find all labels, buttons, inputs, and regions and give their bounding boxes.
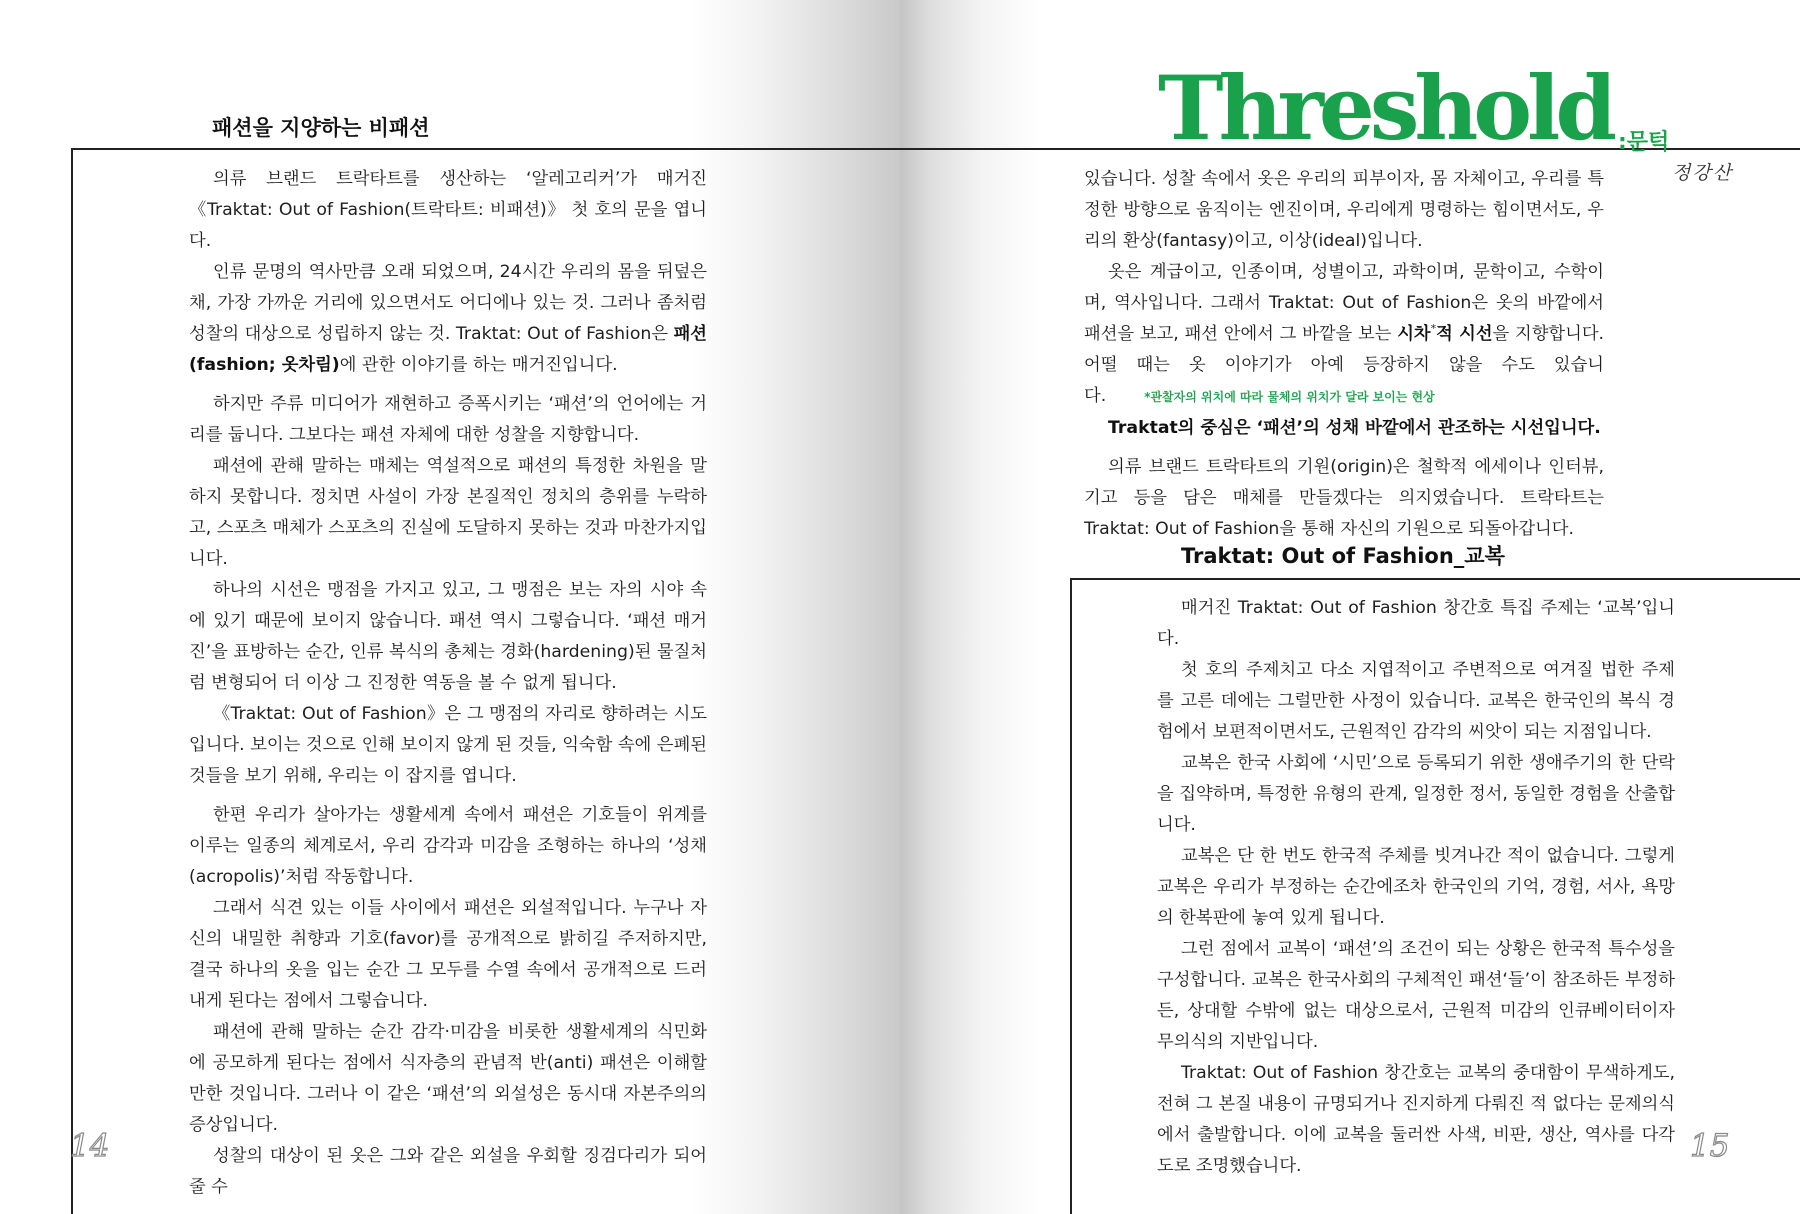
left-top-rule: [71, 148, 900, 150]
section-top-rule: [1070, 578, 1800, 580]
paragraph: 의류 브랜드 트락타트의 기원(origin)은 철학적 에세이나 인터뷰, 기고 등을 담은 매체를 만들겠다는 의지였습니다. 트락타트는 Traktat: Out of Fashion을 통해 자신의 기원으로 되돌아갑니다.: [1084, 457, 1604, 539]
paragraph: [189, 257, 707, 381]
paragraph-text: 에 관한 이야기를 하는 매거진입니다.: [339, 355, 618, 375]
paragraph: 한편 우리가 살아가는 생활세계 속에서 패션은 기호들이 위계를 이루는 일종의 체계로서, 우리 감각과 미감을 조형하는 하나의 ‘성채(acropolis)’처럼 작동합니다.: [189, 805, 707, 887]
paragraph-text: 인류 문명의 역사만큼 오래 되었으며, 24시간 우리의 몸을 뒤덮은 채, 가장 가까운 거리에 있으면서도 어디에나 있는 것. 그러나 좀처럼 성찰의 대상으로 성립하지 않는 것. Traktat: Out of Fashion은: [189, 262, 707, 344]
right-body-text: [1084, 164, 1604, 545]
left-body-text: [189, 164, 707, 1203]
paragraph: 《Traktat: Out of Fashion》은 그 맹점의 자리로 향하려는 시도입니다. 보이는 것으로 인해 보이지 않게 된 것들, 익숙함 속에 은폐된 것들을 보기 위해, 우리는 이 잡지를 엽니다.: [189, 704, 707, 786]
paragraph-text: 을 지향합니다. 어떨 때는 옷 이야기가 아예 등장하지 않을 수도 있습니다.: [1084, 324, 1605, 406]
paragraph: 성찰의 대상이 된 옷은 그와 같은 외설을 우회할 징검다리가 되어줄 수: [189, 1146, 707, 1197]
paragraph: 하지만 주류 미디어가 재현하고 증폭시키는 ‘패션’의 언어에는 거리를 둡니다. 그보다는 패션 자체에 대한 성찰을 지향합니다.: [189, 394, 707, 445]
masthead-subtitle: :문턱: [1618, 130, 1670, 155]
footnote: *관찰자의 위치에 따라 물체의 위치가 달라 보이는 현상: [1144, 390, 1435, 404]
paragraph: 교복은 한국 사회에 ‘시민’으로 등록되기 위한 생애주기의 한 단락을 집약하며, 특정한 유형의 관계, 일정한 정서, 동일한 경험을 산출합니다.: [1157, 753, 1675, 835]
right-page: [900, 0, 1800, 1214]
paragraph: 그래서 식견 있는 이들 사이에서 패션은 외설적입니다. 누구나 자신의 내밀한 취향과 기호(favor)를 공개적으로 밝히길 주저하지만, 결국 하나의 옷을 입는 순간 그 모두를 수열 속에서 공개적으로 드러내게 된다는 점에서 그렇습니다.: [189, 898, 707, 1011]
section-body-text: [1157, 593, 1675, 1182]
paragraph: 하나의 시선은 맹점을 가지고 있고, 그 맹점은 보는 자의 시야 속에 있기 때문에 보이지 않습니다. 패션 역시 그렇습니다. ‘패션 매거진’을 표방하는 순간, 인류 복식의 총체는 경화(hardening)된 물질처럼 변형되어 더 이상 그 진정한 역동을 볼 수 없게 됩니다.: [189, 580, 707, 693]
paragraph: [1084, 257, 1604, 413]
paragraph: 첫 호의 주제치고 다소 지엽적이고 주변적으로 여겨질 법한 주제를 고른 데에는 그럴만한 사정이 있습니다. 교복은 한국인의 복식 경험에서 보편적이면서도, 근원적인 감각의 씨앗이 되는 지점입니다.: [1157, 660, 1675, 742]
paragraph: 그런 점에서 교복이 ‘패션’의 조건이 되는 상황은 한국적 특수성을 구성합니다. 교복은 한국사회의 구체적인 패션‘들’이 참조하든 부정하든, 상대할 수밖에 없는 대상으로서, 근원적 미감의 인큐베이터이자 무의식의 지반입니다.: [1157, 939, 1675, 1052]
paragraph: 의류 브랜드 트락타트를 생산하는 ‘알레고리커’가 매거진 《Traktat: Out of Fashion(트락타트: 비패션)》 첫 호의 문을 엽니다.: [189, 169, 707, 251]
paragraph-text: 옷은 계급이고, 인종이며, 성별이고, 과학이며, 문학이고, 수학이며, 역사입니다. 그래서 Traktat: Out of Fashion은 옷의 바깥에서 패션을 보고, 패션 안에서 그 바깥을 보는: [1084, 262, 1604, 344]
paragraph: 패션에 관해 말하는 순간 감각·미감을 비롯한 생활세계의 식민화에 공모하게 된다는 점에서 식자층의 관념적 반(anti) 패션은 이해할만한 것입니다. 그러나 이 같은 ‘패션’의 외설성은 동시대 자본주의의 증상입니다.: [189, 1022, 707, 1135]
emphasis-text: 패션(fashion; 옷차림): [189, 324, 707, 375]
left-page-number: 14: [70, 1128, 110, 1164]
section-side-rule: [1070, 578, 1072, 1214]
section-heading: Traktat: Out of Fashion_교복: [1181, 544, 1505, 568]
masthead-title: Threshold: [1158, 56, 1612, 160]
right-page-number: 15: [1690, 1128, 1730, 1164]
footnote-marker: *: [1430, 322, 1437, 336]
paragraph: 매거진 Traktat: Out of Fashion 창간호 특집 주제는 ‘교복’입니다.: [1157, 598, 1675, 649]
emphasis-text: 시차: [1397, 324, 1431, 344]
paragraph: 교복은 단 한 번도 한국적 주체를 빗겨나간 적이 없습니다. 그렇게 교복은 우리가 부정하는 순간에조차 한국인의 기억, 경험, 서사, 욕망의 한복판에 놓여 있게 됩니다.: [1157, 846, 1675, 928]
paragraph: 패션에 관해 말하는 매체는 역설적으로 패션의 특정한 차원을 말하지 못합니다. 정치면 사설이 가장 본질적인 정치의 층위를 누락하고, 스포츠 매체가 스포츠의 진실에 도달하지 못하는 것과 마찬가지입니다.: [189, 456, 707, 569]
author-name: 정강산: [1672, 162, 1734, 184]
emphasis-text: 적 시선: [1436, 324, 1493, 344]
left-side-rule: [71, 148, 73, 1214]
paragraph: Traktat: Out of Fashion 창간호는 교복의 중대함이 무색하게도, 전혀 그 본질 내용이 규명되거나 진지하게 다뤄진 적 없다는 문제의식에서 출발합니다. 이에 교복을 둘러싼 사색, 비판, 생산, 역사를 다각도로 조명했습니다.: [1157, 1063, 1675, 1176]
masthead: [1158, 56, 1670, 160]
paragraph: Traktat의 중심은 ‘패션’의 성채 바깥에서 관조하는 시선입니다.: [1108, 418, 1601, 438]
left-heading: 패션을 지양하는 비패션: [212, 116, 430, 140]
paragraph: 있습니다. 성찰 속에서 옷은 우리의 피부이자, 몸 자체이고, 우리를 특정한 방향으로 움직이는 엔진이며, 우리에게 명령하는 힘이면서도, 우리의 환상(fantasy)이고, 이상(ideal)입니다.: [1084, 169, 1604, 251]
